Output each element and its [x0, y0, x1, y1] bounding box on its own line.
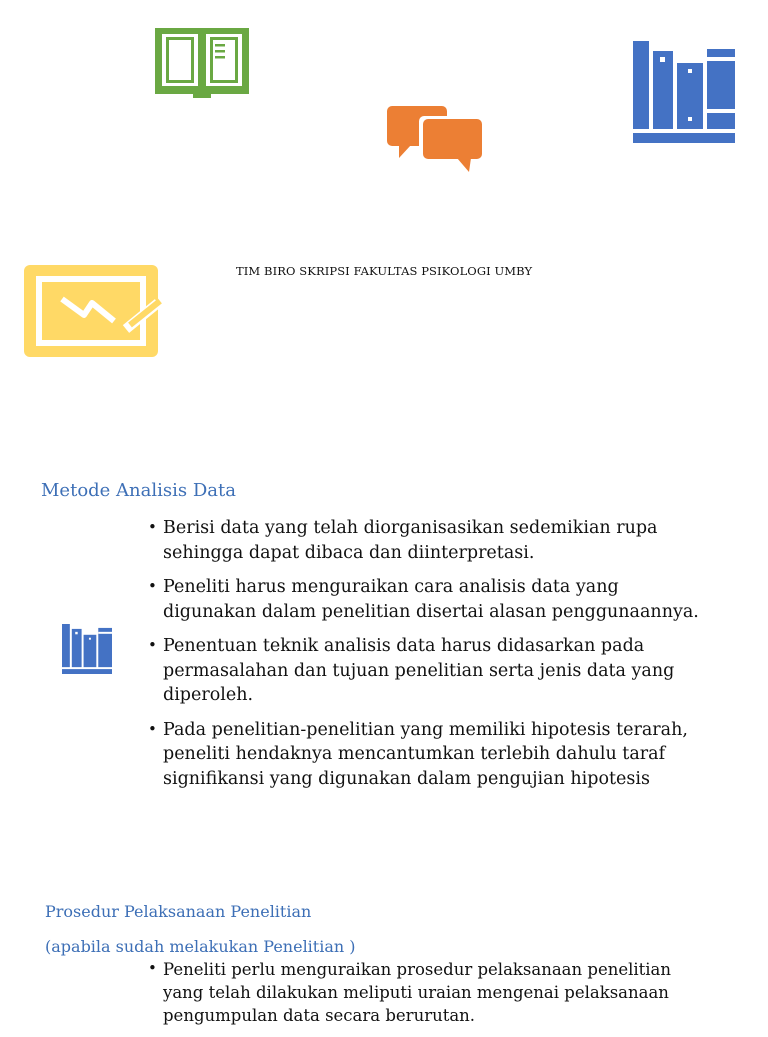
organization-title: TIM BIRO SKRIPSI FAKULTAS PSIKOLOGI UMBY	[236, 264, 533, 278]
list-item: • Peneliti harus menguraikan cara analisis data yang digunakan dalam penelitian disertai alasan penggunaannya.	[146, 575, 711, 624]
chalkboard-icon	[22, 263, 162, 359]
section-title-metode: Metode Analisis Data	[41, 480, 236, 501]
library-books-icon	[62, 624, 112, 674]
list-item: • Pada penelitian-penelitian yang memiliki hipotesis terarah, peneliti hendaknya mencantumkan terlebih dahulu taraf signifikansi yang digunakan dalam pengujian hipotesis	[146, 718, 711, 792]
section-title-prosedur: Prosedur Pelaksanaan Penelitian	[45, 902, 312, 921]
list-item: • Berisi data yang telah diorganisasikan sedemikian rupa sehingga dapat dibaca dan diinterpretasi.	[146, 516, 711, 565]
section1-bullet-list	[146, 516, 711, 801]
list-item: • Peneliti perlu menguraikan prosedur pelaksanaan penelitian yang telah dilakukan meliputi uraian mengenai pelaksanaan pengumpulan data secara berurutan.	[146, 958, 711, 1027]
open-book-icon	[155, 28, 249, 98]
list-item: • Penentuan teknik analisis data harus didasarkan pada permasalahan dan tujuan penelitian serta jenis data yang diperoleh.	[146, 634, 711, 708]
section-subtitle-prosedur: (apabila sudah melakukan Penelitian )	[45, 937, 356, 956]
library-books-icon	[633, 41, 735, 143]
section2-bullet-list	[146, 958, 711, 1037]
chat-bubbles-icon	[387, 106, 483, 174]
